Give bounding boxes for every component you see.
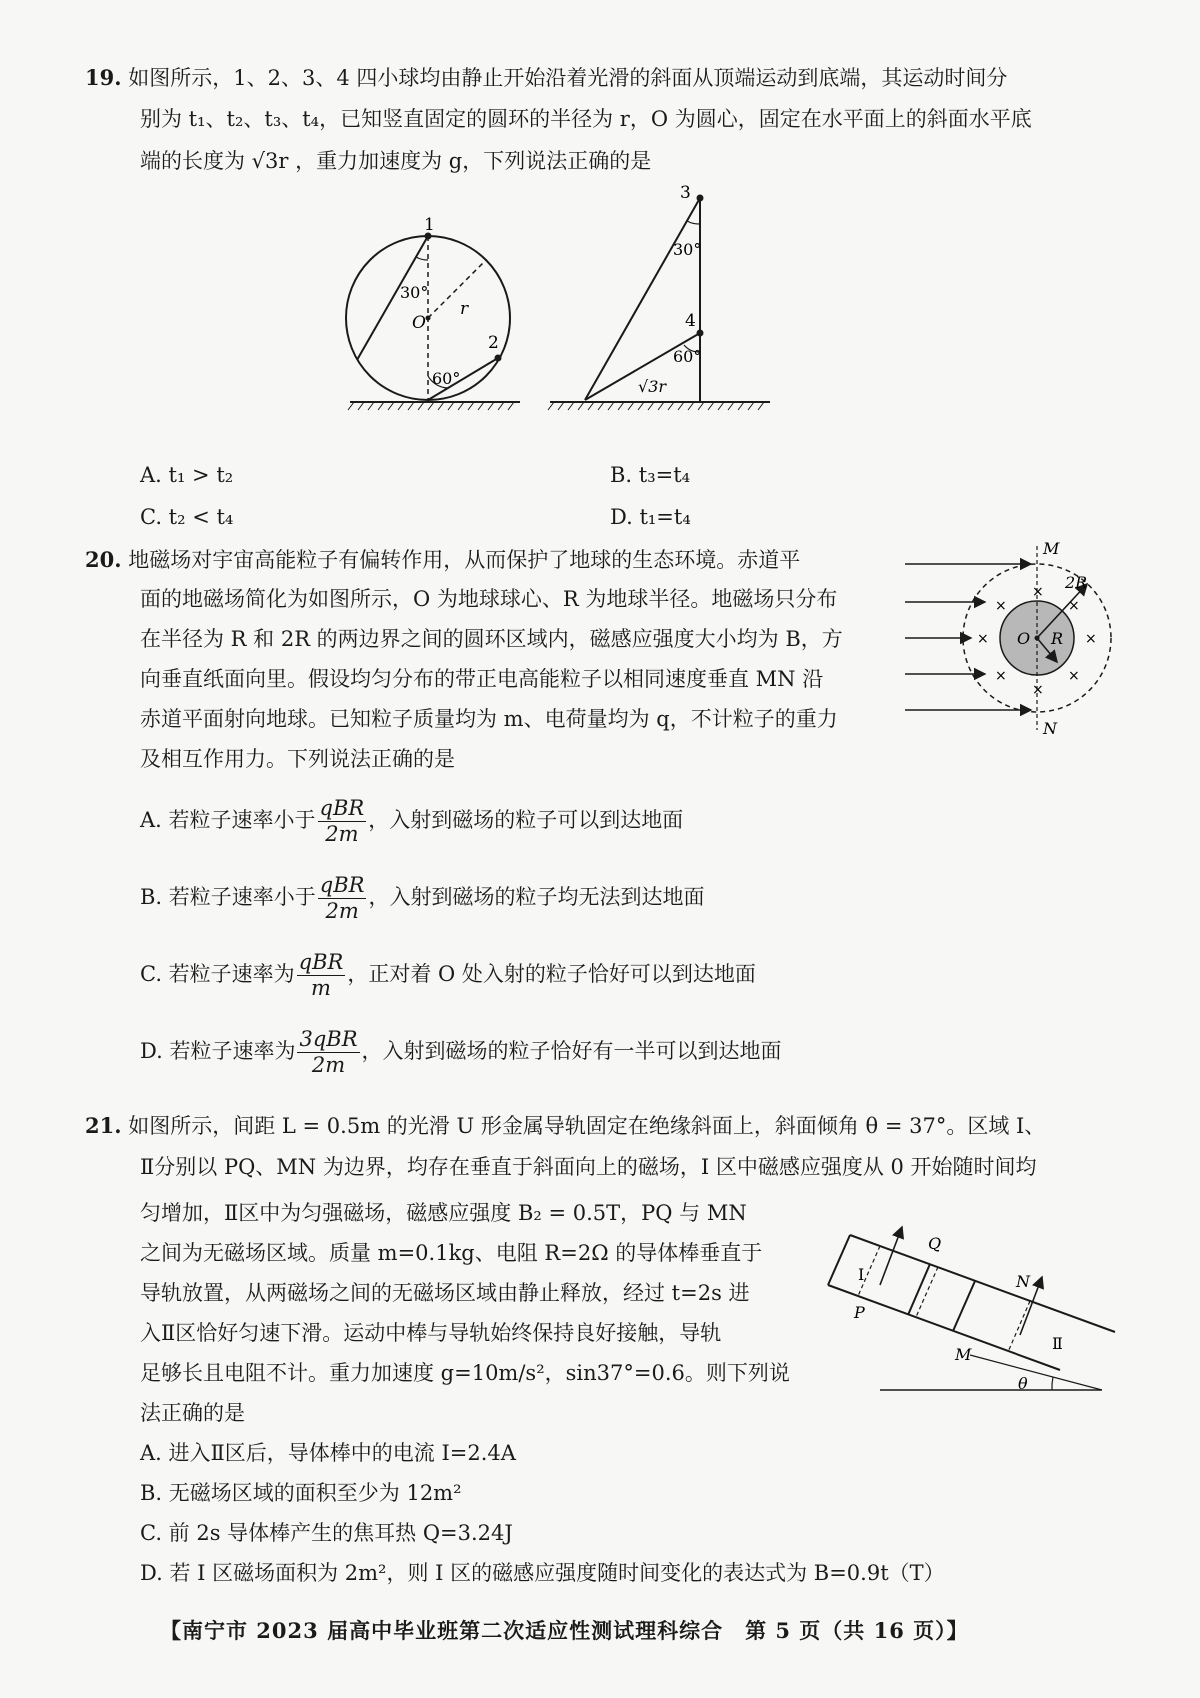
q21-option-d: D. 若 I 区磁场面积为 2m²，则 I 区的磁感应强度随时间变化的表达式为 B=0.9t（T） bbox=[140, 1561, 945, 1585]
q21-line-2: Ⅱ分别以 PQ、MN 为边界，均存在垂直于斜面向上的磁场，I 区中磁感应强度从 0 开始随时间均 bbox=[140, 1155, 1037, 1179]
q19-label-1: 1 bbox=[424, 215, 435, 235]
q19-label-r: r bbox=[460, 299, 469, 319]
q20-field-mark: × bbox=[995, 598, 1007, 614]
q21-figure bbox=[820, 1205, 1120, 1395]
q21-label-region-1: I bbox=[858, 1265, 865, 1284]
q21-label-q: Q bbox=[928, 1234, 942, 1253]
page-footer: 【南宁市 2023 届高中毕业班第二次适应性测试理科综合 第 5 页（共 16 页）】 bbox=[160, 1618, 969, 1643]
q19-label-base: √3r bbox=[638, 377, 667, 396]
q19-option-a: A. t₁ > t₂ bbox=[140, 463, 234, 487]
q19-label-2: 2 bbox=[488, 333, 499, 353]
q19-label-b30: 30° bbox=[673, 240, 702, 259]
q20-line-3: 在半径为 R 和 2R 的两边界之间的圆环区域内，磁感应强度大小均为 B，方 bbox=[140, 627, 843, 651]
q21-line-6: 入Ⅱ区恰好匀速下滑。运动中棒与导轨始终保持良好接触，导轨 bbox=[140, 1321, 722, 1345]
q20-option-b-fraction: $\frac{\text{qBR}}{2m}$ bbox=[319, 873, 365, 924]
q21-line-5: 导轨放置，从两磁场之间的无磁场区域由静止释放，经过 t=2s 进 bbox=[140, 1281, 750, 1305]
q21-number: 21. bbox=[85, 1113, 122, 1138]
q20-option-b: B. 若粒子速率小于 $\frac{\text{qBR}}{2m}$ ，入射到磁场的粒子均无法到达地面 bbox=[140, 873, 705, 924]
q21-option-b: B. 无磁场区域的面积至少为 12m² bbox=[140, 1481, 462, 1505]
q20-field-mark: × bbox=[1068, 598, 1080, 614]
q20-field-mark: × bbox=[1032, 682, 1044, 698]
q21-line-3: 匀增加，Ⅱ区中为匀强磁场，磁感应强度 B₂ = 0.5T，PQ 与 MN bbox=[140, 1201, 747, 1225]
q21-line-1: 21. 如图所示，间距 L = 0.5m 的光滑 U 形金属导轨固定在绝缘斜面上，斜面倾角 θ = 37°。区域 I、 bbox=[85, 1113, 1046, 1138]
q19-label-b60: 60° bbox=[673, 347, 702, 366]
q20-option-d-fraction: $\frac{\text{3qBR}}{2m}$ bbox=[299, 1027, 358, 1078]
q20-field-mark: × bbox=[995, 668, 1007, 684]
q21-option-a: A. 进入Ⅱ区后，导体棒中的电流 I=2.4A bbox=[140, 1441, 516, 1465]
q20-label-o: O bbox=[1017, 629, 1031, 648]
q20-line-5: 赤道平面射向地球。已知粒子质量均为 m、电荷量均为 q，不计粒子的重力 bbox=[140, 707, 838, 731]
q20-label-n: N bbox=[1043, 719, 1057, 738]
q20-field-mark: × bbox=[1085, 631, 1097, 647]
q19-line-1: 19. 如图所示，1、2、3、4 四小球均由静止开始沿着光滑的斜面从顶端运动到底端，其运动时间分 bbox=[85, 65, 1008, 90]
q20-label-m: M bbox=[1043, 539, 1060, 558]
q19-label-4: 4 bbox=[685, 311, 696, 331]
q19-option-b: B. t₃=t₄ bbox=[610, 463, 691, 487]
q20-line-4: 向垂直纸面向里。假设均匀分布的带正电高能粒子以相同速度垂直 MN 沿 bbox=[140, 667, 824, 691]
q21-line-8: 法正确的是 bbox=[140, 1401, 245, 1425]
q20-option-a-fraction: $\frac{\text{qBR}}{2m}$ bbox=[319, 796, 365, 847]
q21-label-m: M bbox=[955, 1345, 972, 1364]
q19-label-a30: 30° bbox=[400, 283, 429, 302]
q20-number: 20. bbox=[85, 547, 122, 572]
q19-option-d: D. t₁=t₄ bbox=[610, 505, 691, 529]
q20-option-a: A. 若粒子速率小于 $\frac{\text{qBR}}{2m}$ ，入射到磁场的粒子可以到达地面 bbox=[140, 796, 684, 847]
q20-field-mark: × bbox=[977, 631, 989, 647]
q19-label-o: O bbox=[412, 313, 426, 333]
q19-option-c: C. t₂ < t₄ bbox=[140, 505, 234, 529]
q19-number: 19. bbox=[85, 65, 122, 90]
q19-label-a60: 60° bbox=[432, 369, 461, 388]
q20-line-1: 20. 地磁场对宇宙高能粒子有偏转作用，从而保护了地球的生态环境。赤道平 bbox=[85, 547, 801, 572]
q19-line-3: 端的长度为 √3r ，重力加速度为 g，下列说法正确的是 bbox=[140, 149, 652, 173]
q21-label-theta: θ bbox=[1018, 1374, 1028, 1393]
q21-line-7: 足够长且电阻不计。重力加速度 g=10m/s²，sin37°=0.6。则下列说 bbox=[140, 1361, 790, 1385]
q20-field-mark: × bbox=[1032, 584, 1044, 600]
q21-label-p: P bbox=[854, 1303, 865, 1322]
q20-field-mark: × bbox=[1068, 668, 1080, 684]
q19-label-3: 3 bbox=[680, 183, 691, 203]
q21-label-region-2: Ⅱ bbox=[1052, 1334, 1063, 1353]
q21-label-n: N bbox=[1016, 1272, 1030, 1291]
q20-label-r: R bbox=[1051, 629, 1064, 648]
q20-label-2r: 2R bbox=[1065, 573, 1088, 592]
q21-option-c: C. 前 2s 导体棒产生的焦耳热 Q=3.24J bbox=[140, 1521, 513, 1545]
q20-figure bbox=[905, 538, 1145, 738]
q20-option-c-fraction: $\frac{\text{qBR}}{m}$ bbox=[298, 950, 344, 1001]
q20-option-c: C. 若粒子速率为 $\frac{\text{qBR}}{m}$ ，正对着 O 处入射的粒子恰好可以到达地面 bbox=[140, 950, 756, 1001]
q20-option-d: D. 若粒子速率为 $\frac{\text{3qBR}}{2m}$ ，入射到磁场的粒子恰好有一半可以到达地面 bbox=[140, 1027, 782, 1078]
q21-line-4: 之间为无磁场区域。质量 m=0.1kg、电阻 R=2Ω 的导体棒垂直于 bbox=[140, 1241, 763, 1265]
q20-line-6: 及相互作用力。下列说法正确的是 bbox=[140, 747, 455, 771]
q19-figure bbox=[340, 180, 800, 450]
q19-line-2: 别为 t₁、t₂、t₃、t₄，已知竖直固定的圆环的半径为 r，O 为圆心，固定在水平面上的斜面水平底 bbox=[140, 107, 1032, 131]
q20-line-2: 面的地磁场简化为如图所示，O 为地球球心、R 为地球半径。地磁场只分布 bbox=[140, 587, 838, 611]
